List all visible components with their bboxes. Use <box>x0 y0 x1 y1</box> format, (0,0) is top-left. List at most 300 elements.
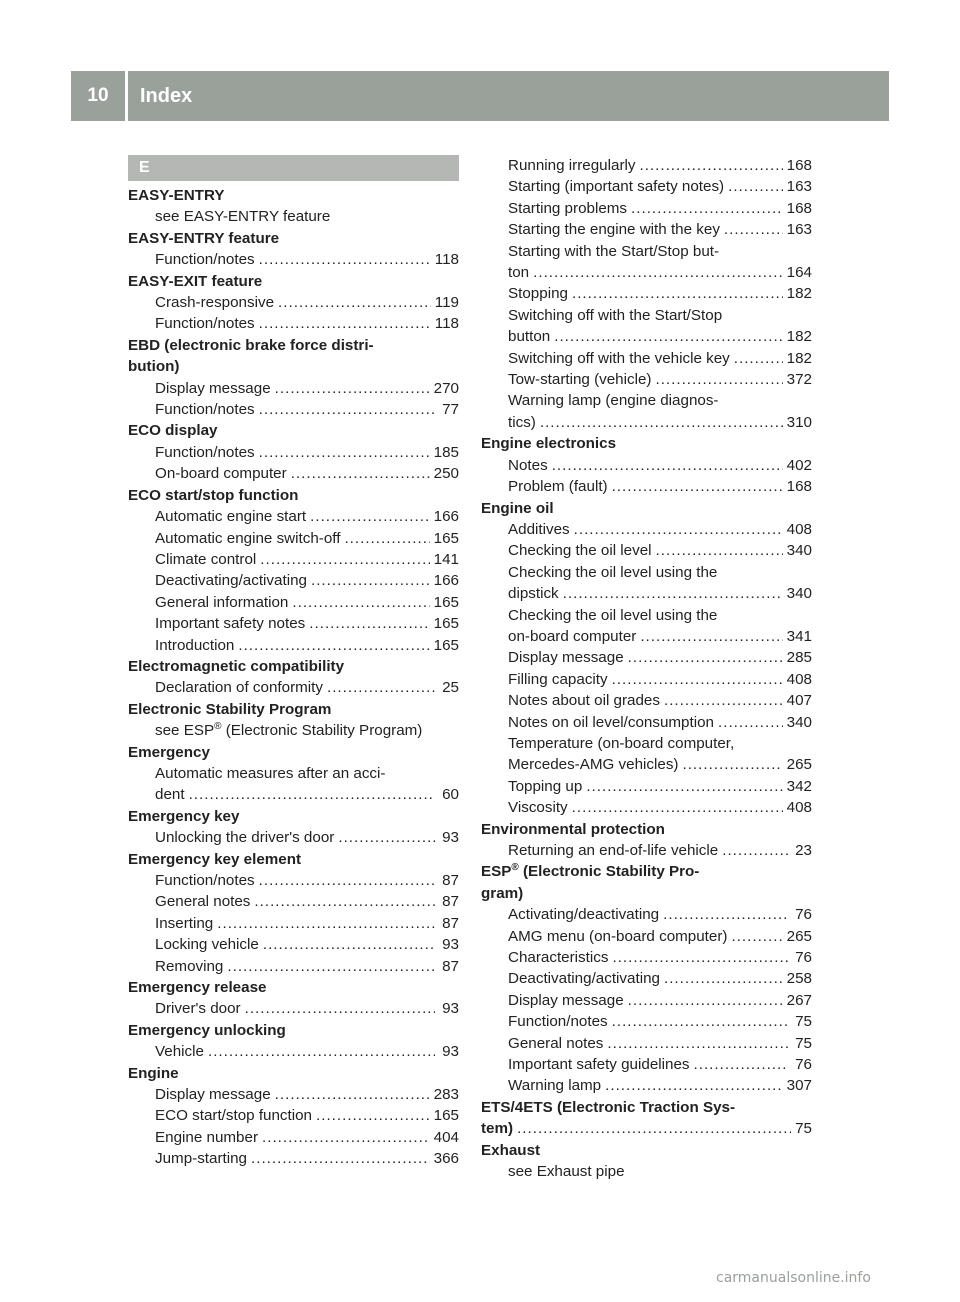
page-ref: 250 <box>433 465 459 483</box>
subentry-text: General notes <box>155 893 251 911</box>
index-subentry <box>128 592 459 613</box>
index-term-continued <box>481 1118 812 1139</box>
page-ref: 182 <box>786 285 812 303</box>
subentry-text: Function/notes <box>155 443 255 461</box>
subentry-text: Returning an end-of-life vehicle <box>508 842 719 859</box>
subentry-text: On-board computer <box>155 465 287 483</box>
leader-dots <box>238 635 429 656</box>
index-subentry <box>481 455 812 476</box>
subentry-text: Deactivating/activating <box>508 970 660 988</box>
subentry-text: Running irregularly <box>508 157 636 174</box>
subentry-text: Stopping <box>508 285 568 303</box>
page-ref: 87 <box>442 914 459 932</box>
page-ref: 87 <box>442 957 459 975</box>
index-term: Emergency <box>128 743 210 761</box>
index-entry <box>481 498 812 819</box>
subentry-text: Viscosity <box>508 799 568 817</box>
left-entries <box>128 185 459 1170</box>
index-subentry <box>128 635 459 656</box>
leader-dots <box>259 399 435 420</box>
index-entry <box>128 271 459 335</box>
index-subentry <box>128 506 459 527</box>
page-ref: 341 <box>786 627 812 645</box>
term-text: tem) <box>481 1120 514 1138</box>
index-entry <box>128 485 459 656</box>
watermark: carmanualsonline.info <box>716 1270 871 1286</box>
index-subentry <box>481 176 812 197</box>
index-term: Emergency key <box>128 807 240 825</box>
index-subentry <box>128 549 459 570</box>
index-subentry <box>128 399 459 420</box>
index-subentry <box>481 348 812 369</box>
index-term-continued: gram) <box>481 884 524 902</box>
subentry-text: Starting problems <box>508 199 628 217</box>
page-ref: 366 <box>433 1150 459 1168</box>
leader-dots <box>245 998 435 1019</box>
page-ref: 267 <box>786 991 812 1009</box>
leader-dots <box>640 626 782 647</box>
index-subentry <box>481 1011 812 1032</box>
page-ref: 408 <box>786 670 812 688</box>
subentry-line <box>508 412 812 433</box>
registered-mark: ® <box>214 721 222 733</box>
leader-dots <box>563 583 783 604</box>
index-term: Engine <box>128 1064 179 1082</box>
right-entries <box>481 155 812 1183</box>
subentry-text: Deactivating/activating <box>155 572 307 590</box>
leader-dots <box>572 283 783 304</box>
index-subentry <box>128 934 459 955</box>
index-subentry <box>481 733 812 776</box>
page-ref: 75 <box>795 1120 812 1138</box>
index-subentry <box>481 990 812 1011</box>
subentry-text: Notes <box>508 456 548 474</box>
leader-dots <box>664 968 783 989</box>
index-entry <box>481 433 812 497</box>
index-term: EBD (electronic brake force distri- <box>128 336 374 354</box>
leader-dots <box>612 1011 788 1032</box>
subentry-text: Starting with the Start/Stop but- <box>508 242 720 260</box>
index-term: EASY-ENTRY <box>128 187 225 204</box>
leader-dots <box>586 776 782 797</box>
leader-dots <box>344 528 429 549</box>
page-ref: 75 <box>795 1034 812 1052</box>
index-subentry <box>481 390 812 433</box>
index-subentry <box>481 605 812 648</box>
index-subentry <box>128 206 459 227</box>
index-term: ECO display <box>128 422 218 440</box>
subentry-text: Problem (fault) <box>508 478 608 496</box>
leader-dots <box>217 913 435 934</box>
subentry-text: Filling capacity <box>508 670 608 688</box>
subentry-text: Notes about oil grades <box>508 692 660 710</box>
leader-dots <box>572 797 783 818</box>
subentry-text: General notes <box>508 1034 604 1052</box>
subentry-text: Starting (important safety notes) <box>508 178 725 196</box>
index-term: Electromagnetic compatibility <box>128 657 345 675</box>
page-ref: 258 <box>786 970 812 988</box>
page-ref: 340 <box>786 713 812 731</box>
page-ref: 76 <box>795 906 812 924</box>
page-ref: 182 <box>786 349 812 367</box>
leader-dots <box>254 891 435 912</box>
leader-dots <box>612 669 783 690</box>
page-ref: 93 <box>442 829 459 847</box>
subentry-text: Engine number <box>155 1128 259 1146</box>
leader-dots <box>227 956 435 977</box>
subentry-text: Automatic engine switch-off <box>155 529 341 547</box>
index-term-continued: bution) <box>128 358 180 376</box>
index-subentry <box>481 562 812 605</box>
index-entry <box>481 819 812 862</box>
index-subentry <box>128 249 459 270</box>
leader-dots <box>533 262 783 283</box>
index-subentry <box>481 797 812 818</box>
leader-dots <box>338 827 435 848</box>
index-subentry <box>481 712 812 733</box>
index-subentry <box>481 155 812 176</box>
page-ref: 270 <box>433 379 459 397</box>
letter-heading: E <box>128 155 459 181</box>
leader-dots <box>189 784 435 805</box>
page-ref: 185 <box>433 443 459 461</box>
subentry-text: Checking the oil level using the <box>508 606 718 624</box>
page-ref: 163 <box>786 221 812 239</box>
leader-dots <box>682 754 782 775</box>
leader-dots <box>663 904 788 925</box>
subentry-text: General information <box>155 593 289 611</box>
page-ref: 372 <box>786 371 812 389</box>
subentry-text: Driver's door <box>155 1000 241 1018</box>
page-ref: 141 <box>433 550 459 568</box>
index-entry <box>481 1097 812 1140</box>
leader-dots <box>309 613 429 634</box>
page-ref: 118 <box>434 251 459 269</box>
subentry-text: Display message <box>508 649 624 667</box>
index-subentry <box>481 926 812 947</box>
page-ref: 93 <box>442 936 459 954</box>
index-subentry <box>128 1084 459 1105</box>
index-term: ETS/4ETS (Electronic Traction Sys- <box>481 1098 736 1116</box>
leader-dots <box>718 712 783 733</box>
subentry-text: Display message <box>155 1086 271 1104</box>
subentry-text: Temperature (on-board computer, <box>508 734 735 752</box>
page-ref: 404 <box>433 1128 459 1146</box>
page-ref: 265 <box>786 927 812 945</box>
page-ref: 340 <box>786 542 812 560</box>
index-subentry <box>128 442 459 463</box>
index-subentry <box>481 519 812 540</box>
index-subentry <box>128 998 459 1019</box>
subentry-text: Activating/deactivating <box>508 906 660 924</box>
page-ref: 182 <box>786 328 812 346</box>
subentry-line <box>508 583 812 604</box>
index-term: EASY-EXIT feature <box>128 272 263 290</box>
leader-dots <box>639 155 782 176</box>
subentry-text: see EASY-ENTRY feature <box>155 208 331 226</box>
index-term: Engine oil <box>481 499 554 517</box>
page-ref: 75 <box>795 1013 812 1031</box>
index-subentry <box>128 378 459 399</box>
index-entry <box>128 185 459 228</box>
leader-dots <box>540 412 783 433</box>
index-entry <box>128 1020 459 1063</box>
index-subentry <box>128 613 459 634</box>
page-ref: 285 <box>786 649 812 667</box>
subentry-text: button <box>508 328 551 346</box>
index-entry <box>128 849 459 977</box>
subentry-text: Function/notes <box>155 315 255 333</box>
index-subentry <box>481 669 812 690</box>
leader-dots <box>278 292 431 313</box>
leader-dots <box>251 1148 430 1169</box>
page-ref: 307 <box>786 1077 812 1095</box>
page-ref: 23 <box>795 842 812 859</box>
leader-dots <box>724 219 783 240</box>
index-subentry <box>128 528 459 549</box>
page-ref: 283 <box>433 1086 459 1104</box>
index-subentry <box>481 476 812 497</box>
index-subentry <box>128 1041 459 1062</box>
page-ref: 165 <box>433 529 459 547</box>
index-subentry <box>481 947 812 968</box>
index-subentry <box>481 840 812 861</box>
leader-dots <box>655 369 782 390</box>
page-ref: 77 <box>442 401 459 419</box>
leader-dots <box>259 313 431 334</box>
leader-dots <box>607 1033 788 1054</box>
leader-dots <box>612 947 788 968</box>
subentry-text: Inserting <box>155 914 214 932</box>
index-subentry <box>481 1075 812 1096</box>
subentry-text: Display message <box>508 991 624 1009</box>
index-subentry <box>481 1161 812 1182</box>
subentry-text: Automatic engine start <box>155 508 307 526</box>
page-ref: 265 <box>786 756 812 774</box>
subentry-text: Function/notes <box>155 251 255 269</box>
subentry-text: Locking vehicle <box>155 936 259 954</box>
subentry-text: Important safety guidelines <box>508 1056 690 1074</box>
leader-dots <box>664 690 783 711</box>
subentry-text: Warning lamp (engine diagnos- <box>508 392 719 410</box>
index-subentry <box>128 1105 459 1126</box>
index-subentry <box>128 292 459 313</box>
leader-dots <box>728 176 783 197</box>
index-subentry <box>481 968 812 989</box>
subentry-text: Climate control <box>155 550 257 568</box>
registered-mark: ® <box>511 862 519 874</box>
page-ref: 165 <box>433 636 459 654</box>
page-ref: 166 <box>433 508 459 526</box>
index-entry <box>128 335 459 421</box>
subentry-text: dipstick <box>508 585 559 603</box>
subentry-text: Introduction <box>155 636 235 654</box>
page-ref: 163 <box>786 178 812 196</box>
index-subentry <box>128 677 459 698</box>
page-ref: 402 <box>786 456 812 474</box>
page-ref: 168 <box>786 478 812 496</box>
leader-dots <box>574 519 783 540</box>
index-subentry <box>128 463 459 484</box>
leader-dots <box>260 549 429 570</box>
page-ref: 87 <box>442 872 459 889</box>
index-subentry <box>481 540 812 561</box>
index-term: ECO start/stop function <box>128 486 299 504</box>
subentry-text: Function/notes <box>155 872 255 889</box>
index-subentry <box>128 1148 459 1169</box>
subentry-text: Function/notes <box>155 401 255 419</box>
subentry-text: Notes on oil level/consumption <box>508 713 714 731</box>
index-term: Environmental protection <box>481 820 665 838</box>
index-term: Engine electronics <box>481 435 617 453</box>
page-ref: 93 <box>442 1000 459 1018</box>
index-subentry <box>481 904 812 925</box>
leader-dots <box>262 1127 430 1148</box>
index-entry <box>481 155 812 433</box>
index-entry <box>128 228 459 271</box>
subentry-text: Vehicle <box>155 1043 204 1061</box>
index-entry <box>128 656 459 699</box>
index-term: ESP® (Electronic Stability Pro- <box>481 862 700 881</box>
subentry-text: ton <box>508 264 530 282</box>
leader-dots <box>628 990 783 1011</box>
subentry-text: Switching off with the Start/Stop <box>508 306 723 324</box>
leader-dots <box>259 442 430 463</box>
page-ref: 166 <box>433 572 459 590</box>
page-ref: 408 <box>786 799 812 817</box>
index-subentry <box>128 913 459 934</box>
leader-dots <box>628 647 783 668</box>
leader-dots <box>310 506 430 527</box>
leader-dots <box>605 1075 783 1096</box>
subentry-text: on-board computer <box>508 627 637 645</box>
leader-dots <box>208 1041 435 1062</box>
index-term: Electronic Stability Program <box>128 700 332 718</box>
page-ref: 93 <box>442 1043 459 1061</box>
page-header <box>71 71 889 121</box>
index-subentry <box>128 827 459 848</box>
index-subentry <box>481 369 812 390</box>
index-term: Exhaust <box>481 1141 541 1159</box>
page-ref: 76 <box>795 1056 812 1074</box>
subentry-text: Jump-starting <box>155 1150 248 1168</box>
subentry-line <box>508 262 812 283</box>
leader-dots <box>292 592 429 613</box>
index-subentry <box>481 1054 812 1075</box>
leader-dots <box>612 476 783 497</box>
index-subentry <box>481 241 812 284</box>
subentry-text: dent <box>155 786 185 804</box>
page-ref: 164 <box>786 264 812 282</box>
index-column-left <box>128 155 459 1170</box>
index-subentry <box>128 956 459 977</box>
leader-dots <box>517 1118 791 1139</box>
subentry-text: Checking the oil level <box>508 542 652 560</box>
subentry-text: Function/notes <box>508 1013 608 1031</box>
page-ref: 168 <box>786 157 812 174</box>
index-subentry <box>481 198 812 219</box>
index-subentry <box>481 219 812 240</box>
leader-dots <box>259 870 435 891</box>
index-entry <box>128 699 459 742</box>
index-term: EASY-ENTRY feature <box>128 229 280 247</box>
subentry-text: Characteristics <box>508 949 609 967</box>
subentry-text: Switching off with the vehicle key <box>508 349 730 367</box>
index-subentry <box>128 570 459 591</box>
leader-dots <box>311 570 430 591</box>
subentry-text: Display message <box>155 379 271 397</box>
index-entry <box>128 806 459 849</box>
page-ref: 87 <box>442 893 459 911</box>
index-entry <box>481 861 812 1096</box>
index-term: Emergency release <box>128 979 267 997</box>
subentry-text: tics) <box>508 413 536 431</box>
subentry-text: see ESP® (Electronic Stability Program) <box>155 721 423 740</box>
index-subentry <box>128 763 459 806</box>
index-subentry <box>128 870 459 891</box>
index-subentry <box>481 305 812 348</box>
subentry-line <box>508 626 812 647</box>
page-ref: 168 <box>786 199 812 217</box>
page-ref: 25 <box>442 679 459 697</box>
index-entry <box>128 420 459 484</box>
page-number: 10 <box>87 85 109 106</box>
page-ref: 60 <box>442 786 459 804</box>
index-entry <box>128 977 459 1020</box>
leader-dots <box>694 1054 788 1075</box>
subentry-text: Important safety notes <box>155 615 306 633</box>
subentry-line <box>508 326 812 347</box>
index-column-right <box>481 155 812 1183</box>
index-subentry <box>128 720 459 741</box>
page-ref: 165 <box>433 615 459 633</box>
subentry-text: Unlocking the driver's door <box>155 829 335 847</box>
leader-dots <box>722 840 788 861</box>
subentry-text: Crash-responsive <box>155 294 275 312</box>
index-entry <box>128 1063 459 1170</box>
subentry-text: Automatic measures after an acci- <box>155 764 386 782</box>
leader-dots <box>291 463 430 484</box>
page-title: Index <box>140 84 193 107</box>
subentry-text: Topping up <box>508 777 583 795</box>
page-ref: 165 <box>433 1107 459 1125</box>
subentry-text: AMG menu (on-board computer) <box>508 927 728 945</box>
page-ref: 407 <box>786 692 812 710</box>
index-subentry <box>481 690 812 711</box>
leader-dots <box>656 540 783 561</box>
leader-dots <box>259 249 431 270</box>
index-subentry <box>128 313 459 334</box>
index-subentry <box>481 647 812 668</box>
page-ref: 165 <box>433 593 459 611</box>
subentry-line <box>508 754 812 775</box>
leader-dots <box>327 677 435 698</box>
leader-dots <box>554 326 782 347</box>
index-subentry <box>481 1033 812 1054</box>
page-ref: 342 <box>786 777 812 795</box>
subentry-text: Tow-starting (vehicle) <box>508 371 652 389</box>
page-ref: 76 <box>795 949 812 967</box>
subentry-text: Removing <box>155 957 224 975</box>
leader-dots <box>731 926 782 947</box>
index-subentry <box>128 1127 459 1148</box>
subentry-text: Checking the oil level using the <box>508 563 718 581</box>
leader-dots <box>275 378 430 399</box>
page-ref: 310 <box>786 413 812 431</box>
index-subentry <box>481 283 812 304</box>
page-ref: 340 <box>786 585 812 603</box>
index-entry <box>128 742 459 806</box>
